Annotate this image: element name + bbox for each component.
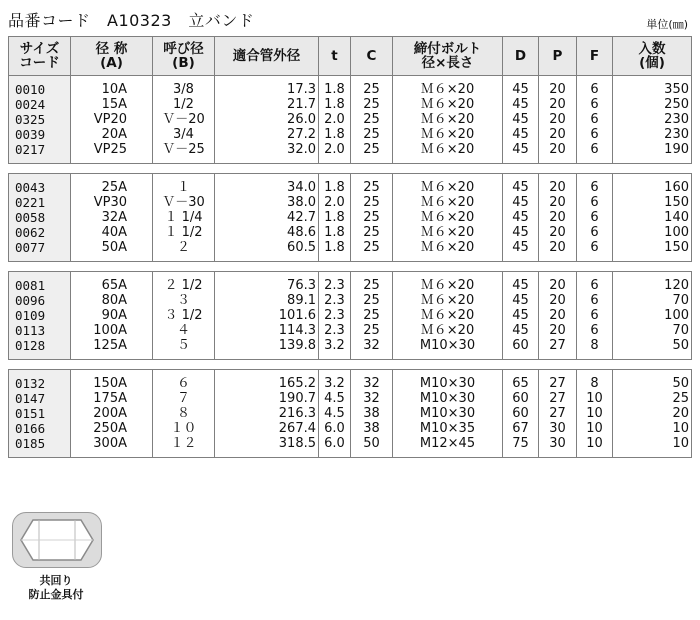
row-qty: 100	[613, 308, 692, 323]
row-c: 25	[351, 308, 393, 323]
row-f: 6	[577, 195, 613, 210]
row-code: 0221	[9, 195, 71, 210]
table-row	[9, 97, 692, 112]
row-outer-diameter: 216.3	[215, 406, 319, 421]
row-outer-diameter: 17.3	[215, 82, 319, 97]
row-qty: 50	[613, 338, 692, 353]
row-name: VP30	[71, 195, 153, 210]
row-qty: 25	[613, 391, 692, 406]
header-outer-diameter: 適合管外径	[215, 37, 319, 76]
row-outer-diameter: 318.5	[215, 436, 319, 451]
row-nominal: １２	[153, 436, 215, 451]
row-t: 6.0	[319, 436, 351, 451]
row-p: 30	[539, 436, 577, 451]
row-nominal: １０	[153, 421, 215, 436]
row-c: 25	[351, 240, 393, 255]
spec-table	[8, 36, 692, 458]
table-row	[9, 112, 692, 127]
row-d: 45	[503, 142, 539, 157]
row-name: 125A	[71, 338, 153, 353]
row-c: 25	[351, 97, 393, 112]
row-p: 20	[539, 225, 577, 240]
row-qty: 150	[613, 240, 692, 255]
row-p: 20	[539, 180, 577, 195]
row-code: 0128	[9, 338, 71, 353]
row-t: 2.3	[319, 293, 351, 308]
row-outer-diameter: 21.7	[215, 97, 319, 112]
row-d: 45	[503, 82, 539, 97]
row-name: 15A	[71, 97, 153, 112]
row-qty: 100	[613, 225, 692, 240]
row-t: 2.0	[319, 112, 351, 127]
row-t: 2.3	[319, 308, 351, 323]
row-f: 6	[577, 82, 613, 97]
row-d: 45	[503, 240, 539, 255]
product-title: 品番コード A10323 立バンド	[8, 11, 255, 30]
row-code: 0096	[9, 293, 71, 308]
row-nominal: ４	[153, 323, 215, 338]
row-code: 0010	[9, 82, 71, 97]
row-code: 0043	[9, 180, 71, 195]
row-qty: 20	[613, 406, 692, 421]
row-bolt: Ｍ６×20	[393, 278, 503, 293]
badge-caption-line: 共回り	[39, 574, 73, 587]
row-c: 25	[351, 278, 393, 293]
row-f: 6	[577, 127, 613, 142]
row-bolt: Ｍ６×20	[393, 308, 503, 323]
row-c: 25	[351, 142, 393, 157]
row-outer-diameter: 27.2	[215, 127, 319, 142]
row-outer-diameter: 114.3	[215, 323, 319, 338]
table-row	[9, 180, 692, 195]
row-outer-diameter: 139.8	[215, 338, 319, 353]
row-code: 0024	[9, 97, 71, 112]
row-outer-diameter: 190.7	[215, 391, 319, 406]
row-name: 150A	[71, 376, 153, 391]
row-nominal: Ｖ－25	[153, 142, 215, 157]
row-outer-diameter: 60.5	[215, 240, 319, 255]
row-d: 45	[503, 278, 539, 293]
row-name: 65A	[71, 278, 153, 293]
row-bolt: M10×30	[393, 406, 503, 421]
row-t: 1.8	[319, 210, 351, 225]
row-bolt: Ｍ６×20	[393, 210, 503, 225]
table-row	[9, 308, 692, 323]
group-padding	[9, 451, 692, 458]
row-nominal: ５	[153, 338, 215, 353]
row-name: 10A	[71, 82, 153, 97]
row-outer-diameter: 101.6	[215, 308, 319, 323]
row-c: 25	[351, 293, 393, 308]
row-qty: 120	[613, 278, 692, 293]
row-p: 27	[539, 338, 577, 353]
row-p: 30	[539, 421, 577, 436]
header-qty: 入数 (個)	[613, 37, 692, 76]
row-name: 250A	[71, 421, 153, 436]
row-f: 10	[577, 421, 613, 436]
row-p: 27	[539, 406, 577, 421]
row-name: 90A	[71, 308, 153, 323]
row-outer-diameter: 89.1	[215, 293, 319, 308]
header-p: P	[539, 37, 577, 76]
row-qty: 250	[613, 97, 692, 112]
table-body	[9, 76, 692, 458]
row-t: 3.2	[319, 376, 351, 391]
row-code: 0185	[9, 436, 71, 451]
row-f: 6	[577, 308, 613, 323]
row-qty: 190	[613, 142, 692, 157]
row-t: 1.8	[319, 82, 351, 97]
row-d: 60	[503, 391, 539, 406]
group-separator	[9, 164, 692, 174]
row-outer-diameter: 38.0	[215, 195, 319, 210]
row-f: 8	[577, 376, 613, 391]
table-row	[9, 225, 692, 240]
row-qty: 10	[613, 436, 692, 451]
row-d: 75	[503, 436, 539, 451]
row-f: 6	[577, 142, 613, 157]
row-name: 200A	[71, 406, 153, 421]
row-name: 175A	[71, 391, 153, 406]
row-p: 20	[539, 82, 577, 97]
row-bolt: Ｍ６×20	[393, 323, 503, 338]
group-separator	[9, 360, 692, 370]
row-qty: 70	[613, 323, 692, 338]
table-row	[9, 142, 692, 157]
row-outer-diameter: 26.0	[215, 112, 319, 127]
row-f: 10	[577, 436, 613, 451]
row-nominal: ６	[153, 376, 215, 391]
row-nominal: 3/8	[153, 82, 215, 97]
row-t: 2.0	[319, 142, 351, 157]
header-bolt: 締付ボルト 径×長さ	[393, 37, 503, 76]
row-qty: 10	[613, 421, 692, 436]
row-d: 45	[503, 180, 539, 195]
row-qty: 350	[613, 82, 692, 97]
row-bolt: Ｍ６×20	[393, 293, 503, 308]
row-nominal: ３	[153, 293, 215, 308]
header-f: F	[577, 37, 613, 76]
row-p: 20	[539, 240, 577, 255]
row-t: 3.2	[319, 338, 351, 353]
row-nominal: 1/2	[153, 97, 215, 112]
table-row	[9, 240, 692, 255]
row-c: 32	[351, 391, 393, 406]
row-qty: 70	[613, 293, 692, 308]
row-nominal: １ 1/2	[153, 225, 215, 240]
row-t: 4.5	[319, 406, 351, 421]
row-outer-diameter: 267.4	[215, 421, 319, 436]
row-outer-diameter: 34.0	[215, 180, 319, 195]
header-code: サイズ コード	[9, 37, 71, 76]
row-c: 50	[351, 436, 393, 451]
row-nominal: 3/4	[153, 127, 215, 142]
header-nominal: 呼び径 (B)	[153, 37, 215, 76]
row-f: 6	[577, 210, 613, 225]
row-t: 2.0	[319, 195, 351, 210]
row-d: 60	[503, 338, 539, 353]
row-nominal: ７	[153, 391, 215, 406]
table-row	[9, 338, 692, 353]
row-c: 25	[351, 82, 393, 97]
row-d: 45	[503, 97, 539, 112]
row-name: 25A	[71, 180, 153, 195]
row-t: 6.0	[319, 421, 351, 436]
row-bolt: M10×30	[393, 376, 503, 391]
row-c: 25	[351, 323, 393, 338]
row-d: 45	[503, 210, 539, 225]
row-nominal: ８	[153, 406, 215, 421]
row-f: 6	[577, 180, 613, 195]
row-c: 38	[351, 421, 393, 436]
row-outer-diameter: 32.0	[215, 142, 319, 157]
row-d: 45	[503, 112, 539, 127]
row-outer-diameter: 165.2	[215, 376, 319, 391]
row-qty: 160	[613, 180, 692, 195]
row-name: 20A	[71, 127, 153, 142]
row-c: 25	[351, 112, 393, 127]
row-qty: 230	[613, 112, 692, 127]
row-qty: 50	[613, 376, 692, 391]
row-d: 45	[503, 308, 539, 323]
row-code: 0062	[9, 225, 71, 240]
row-nominal: ２ 1/2	[153, 278, 215, 293]
table-row	[9, 323, 692, 338]
row-c: 32	[351, 376, 393, 391]
row-f: 10	[577, 391, 613, 406]
row-p: 20	[539, 293, 577, 308]
row-d: 45	[503, 127, 539, 142]
row-f: 6	[577, 112, 613, 127]
row-p: 20	[539, 112, 577, 127]
row-p: 27	[539, 376, 577, 391]
row-code: 0109	[9, 308, 71, 323]
row-f: 6	[577, 225, 613, 240]
row-bolt: M12×45	[393, 436, 503, 451]
row-nominal: ２	[153, 240, 215, 255]
row-name: 80A	[71, 293, 153, 308]
table-row	[9, 406, 692, 421]
row-t: 1.8	[319, 240, 351, 255]
table-row	[9, 293, 692, 308]
row-p: 20	[539, 308, 577, 323]
row-f: 6	[577, 293, 613, 308]
row-qty: 140	[613, 210, 692, 225]
row-nominal: Ｖ－20	[153, 112, 215, 127]
row-bolt: Ｍ６×20	[393, 127, 503, 142]
row-f: 6	[577, 97, 613, 112]
row-code: 0132	[9, 376, 71, 391]
row-d: 45	[503, 225, 539, 240]
row-nominal: １	[153, 180, 215, 195]
header-t: t	[319, 37, 351, 76]
row-bolt: Ｍ６×20	[393, 225, 503, 240]
row-t: 2.3	[319, 323, 351, 338]
row-name: 300A	[71, 436, 153, 451]
row-c: 25	[351, 225, 393, 240]
row-p: 20	[539, 278, 577, 293]
row-d: 45	[503, 293, 539, 308]
row-name: 40A	[71, 225, 153, 240]
row-qty: 230	[613, 127, 692, 142]
table-row	[9, 195, 692, 210]
row-p: 20	[539, 195, 577, 210]
header-name: 径 称 (A)	[71, 37, 153, 76]
row-code: 0217	[9, 142, 71, 157]
row-nominal: ３ 1/2	[153, 308, 215, 323]
unit-note: 単位(㎜)	[646, 18, 688, 31]
row-f: 6	[577, 278, 613, 293]
table-row	[9, 210, 692, 225]
row-bolt: Ｍ６×20	[393, 195, 503, 210]
row-c: 25	[351, 195, 393, 210]
row-name: VP20	[71, 112, 153, 127]
row-d: 65	[503, 376, 539, 391]
row-bolt: M10×30	[393, 391, 503, 406]
row-bolt: Ｍ６×20	[393, 112, 503, 127]
row-p: 20	[539, 127, 577, 142]
row-bolt: M10×35	[393, 421, 503, 436]
row-p: 20	[539, 210, 577, 225]
badge-caption	[12, 574, 100, 602]
row-t: 2.3	[319, 278, 351, 293]
group-separator	[9, 262, 692, 272]
row-d: 45	[503, 323, 539, 338]
row-outer-diameter: 48.6	[215, 225, 319, 240]
table-row	[9, 436, 692, 451]
row-bolt: Ｍ６×20	[393, 180, 503, 195]
row-p: 20	[539, 142, 577, 157]
row-f: 8	[577, 338, 613, 353]
table-row	[9, 421, 692, 436]
row-t: 1.8	[319, 127, 351, 142]
row-bolt: Ｍ６×20	[393, 82, 503, 97]
row-t: 1.8	[319, 97, 351, 112]
badge-caption-line: 防止金具付	[28, 588, 84, 601]
row-code: 0077	[9, 240, 71, 255]
row-name: 50A	[71, 240, 153, 255]
table-row	[9, 391, 692, 406]
row-outer-diameter: 42.7	[215, 210, 319, 225]
row-t: 1.8	[319, 225, 351, 240]
anti-rotation-badge	[12, 512, 102, 568]
row-p: 20	[539, 323, 577, 338]
row-bolt: Ｍ６×20	[393, 142, 503, 157]
header-c: C	[351, 37, 393, 76]
row-d: 60	[503, 406, 539, 421]
table-row	[9, 127, 692, 142]
row-c: 25	[351, 180, 393, 195]
row-code: 0113	[9, 323, 71, 338]
row-f: 6	[577, 323, 613, 338]
row-code: 0325	[9, 112, 71, 127]
row-p: 20	[539, 97, 577, 112]
row-c: 38	[351, 406, 393, 421]
row-code: 0151	[9, 406, 71, 421]
row-code: 0147	[9, 391, 71, 406]
row-bolt: Ｍ６×20	[393, 97, 503, 112]
row-d: 45	[503, 195, 539, 210]
hex-nut-icon	[13, 513, 101, 567]
row-name: 100A	[71, 323, 153, 338]
table-row	[9, 278, 692, 293]
row-nominal: １ 1/4	[153, 210, 215, 225]
row-bolt: M10×30	[393, 338, 503, 353]
row-outer-diameter: 76.3	[215, 278, 319, 293]
table-row	[9, 376, 692, 391]
row-f: 10	[577, 406, 613, 421]
table-row	[9, 82, 692, 97]
row-p: 27	[539, 391, 577, 406]
row-f: 6	[577, 240, 613, 255]
row-c: 25	[351, 210, 393, 225]
row-code: 0039	[9, 127, 71, 142]
row-code: 0058	[9, 210, 71, 225]
row-bolt: Ｍ６×20	[393, 240, 503, 255]
row-name: 32A	[71, 210, 153, 225]
row-c: 25	[351, 127, 393, 142]
row-qty: 150	[613, 195, 692, 210]
row-c: 32	[351, 338, 393, 353]
row-code: 0166	[9, 421, 71, 436]
row-d: 67	[503, 421, 539, 436]
row-name: VP25	[71, 142, 153, 157]
row-t: 1.8	[319, 180, 351, 195]
row-nominal: Ｖ－30	[153, 195, 215, 210]
row-t: 4.5	[319, 391, 351, 406]
table-header-row	[9, 37, 692, 76]
row-code: 0081	[9, 278, 71, 293]
header-d: D	[503, 37, 539, 76]
